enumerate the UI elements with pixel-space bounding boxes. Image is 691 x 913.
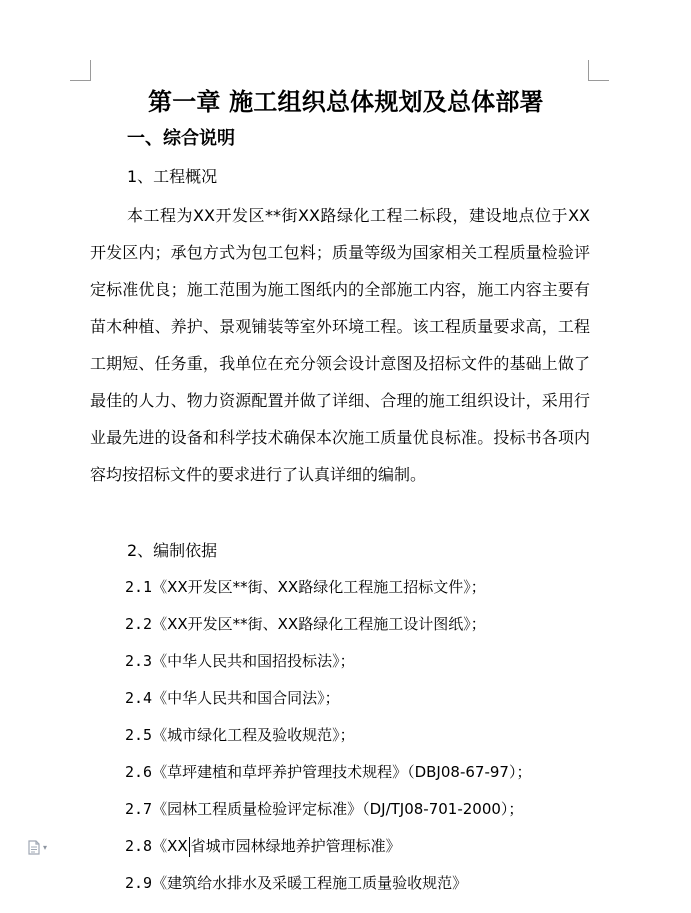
list-item	[125, 569, 531, 606]
paste-options-button[interactable]	[28, 838, 52, 856]
item-number: 2.7	[125, 800, 153, 818]
item-text: 《园林工程质量检验评定标准》（DJ/TJ08-701-2000）；	[152, 800, 524, 818]
item-text: 《建筑给水排水及采暖工程施工质量验收规范》	[152, 874, 468, 892]
item-text: 《草坪建植和草坪养护管理技术规程》（DBJ08-67-97）；	[152, 763, 532, 781]
item-number: 2.6	[125, 763, 153, 781]
list-item	[125, 791, 531, 828]
item-number: 2.5	[125, 726, 153, 744]
list-item	[125, 643, 531, 680]
item-text: 《中华人民共和国合同法》；	[152, 689, 340, 707]
text-cursor	[189, 837, 190, 857]
item-text: 《XX开发区**街、XX路绿化工程施工设计图纸》；	[152, 615, 486, 633]
item-number: 2.2	[125, 615, 153, 633]
item-text-before-cursor: 《XX	[152, 837, 188, 855]
section-heading: 一、综合说明	[127, 128, 235, 149]
list-item	[125, 865, 531, 902]
list-item[interactable]	[125, 828, 531, 865]
item-number: 2.1	[125, 578, 153, 596]
chevron-down-icon: ▾	[43, 842, 48, 852]
list-item	[125, 754, 531, 791]
subsection-heading-overview: 1、工程概况	[127, 167, 218, 186]
item-number: 2.3	[125, 652, 153, 670]
page-margin-corner-top-right	[588, 60, 609, 81]
item-number: 2.4	[125, 689, 153, 707]
reference-list	[125, 569, 531, 902]
list-item	[125, 606, 531, 643]
item-number: 2.9	[125, 874, 153, 892]
chapter-title: 第一章 施工组织总体规划及总体部署	[148, 88, 544, 116]
list-item	[125, 717, 531, 754]
item-number: 2.8	[125, 837, 153, 855]
item-text: 《XX开发区**街、XX路绿化工程施工招标文件》；	[152, 578, 486, 596]
clipboard-doc-icon	[28, 840, 40, 855]
subsection-heading-basis: 2、编制依据	[127, 541, 218, 560]
item-text-after-cursor: 省城市园林绿地养护管理标准》	[190, 837, 401, 855]
item-text: 《中华人民共和国招投标法》；	[152, 652, 355, 670]
overview-paragraph: 本工程为XX开发区**街XX路绿化工程二标段，建设地点位于XX开发区内；承包方式为包工包料；质量等级为国家相关工程质量检验评定标准优良；施工范围为施工图纸内的全部施工内容，施工内容主要有苗木种植、养护、景观铺装等室外环境工程。该工程质量要求高，工程工期短、任务重，我单位在充分领会设计意图及招标文件的基础上做了最佳的人力、物力资源配置并做了详细、合理的施工组织设计，采用行业最先进的设备和科学技术确保本次施工质量优良标准。投标书各项内容均按招标文件的要求进行了认真详细的编制。	[90, 206, 590, 484]
page-margin-corner-top-left	[70, 60, 91, 81]
item-text: 《城市绿化工程及验收规范》；	[152, 726, 355, 744]
list-item	[125, 680, 531, 717]
